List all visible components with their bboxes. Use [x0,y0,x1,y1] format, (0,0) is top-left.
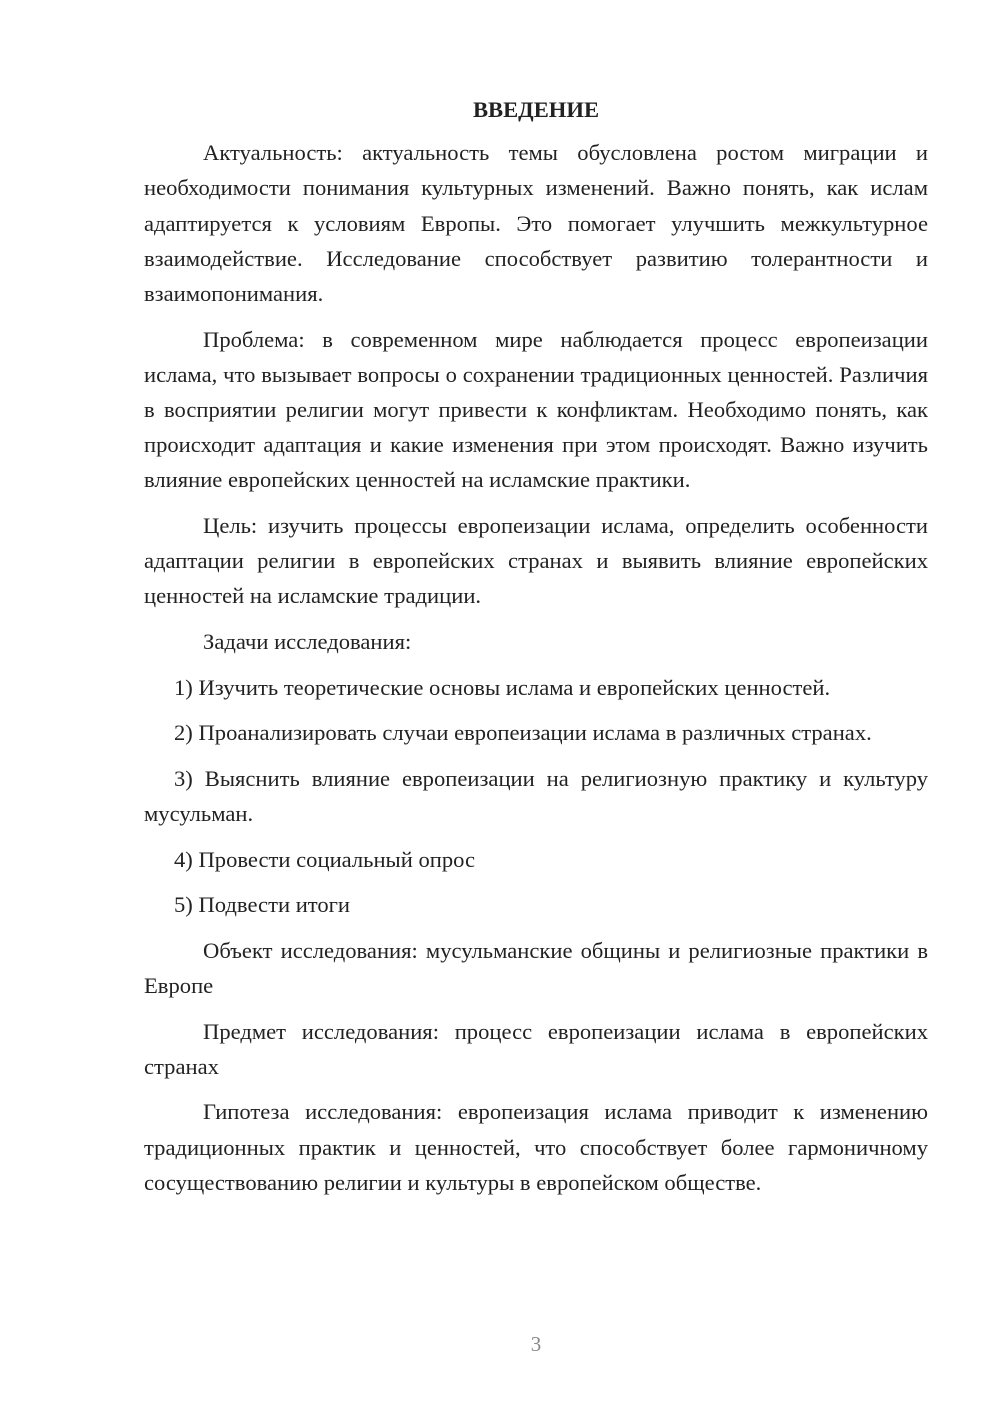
task-item-5: 5) Подвести итоги [174,892,351,918]
task-item-2: 2) Проанализировать случаи европеизации ислама в различных странах. [174,720,872,746]
problem-paragraph: Проблема: в современном мире наблюдается процесс европеизации ислама, что вызывает вопросы о сохранении традиционных ценностей. Различия в восприятии религии могут привести к конфликтам. Необходимо понять, как происходит адаптация и какие изменения при этом происходят. Важно изучить влияние европейских ценностей на исламские практики. [144,326,928,493]
hypothesis-paragraph: Гипотеза исследования: европеизация ислама приводит к изменению традиционных практик и ценностей, что способствует более гармоничному сосуществованию религии и культуры в европейском обществе. [144,1099,928,1195]
subject-paragraph: Предмет исследования: процесс европеизации ислама в европейских странах [144,1018,928,1079]
page-title: ВВЕДЕНИЕ [472,97,600,122]
page-number: 3 [530,1332,542,1356]
task-item-4: 4) Провести социальный опрос [174,846,476,872]
object-paragraph: Объект исследования: мусульманские общины и религиозные практики в Европе [144,937,928,998]
relevance-paragraph: Актуальность: актуальность темы обусловлена ростом миграции и необходимости понимания культурных изменений. Важно понять, как ислам адаптируется к условиям Европы. Это помогает улучшить межкультурное взаимодействие. Исследование способствует развитию толерантности и взаимопонимания. [144,140,928,307]
task-item-1: 1) Изучить теоретические основы ислама и европейских ценностей. [174,674,831,700]
page-content [144,92,928,1210]
tasks-heading: Задачи исследования: [203,629,412,655]
task-item-3: 3) Выяснить влияние европеизации на религиозную практику и культуру мусульман. [144,765,928,826]
goal-paragraph: Цель: изучить процессы европеизации ислама, определить особенности адаптации религии в европейских странах и выявить влияние европейских ценностей на исламские традиции. [144,513,928,609]
